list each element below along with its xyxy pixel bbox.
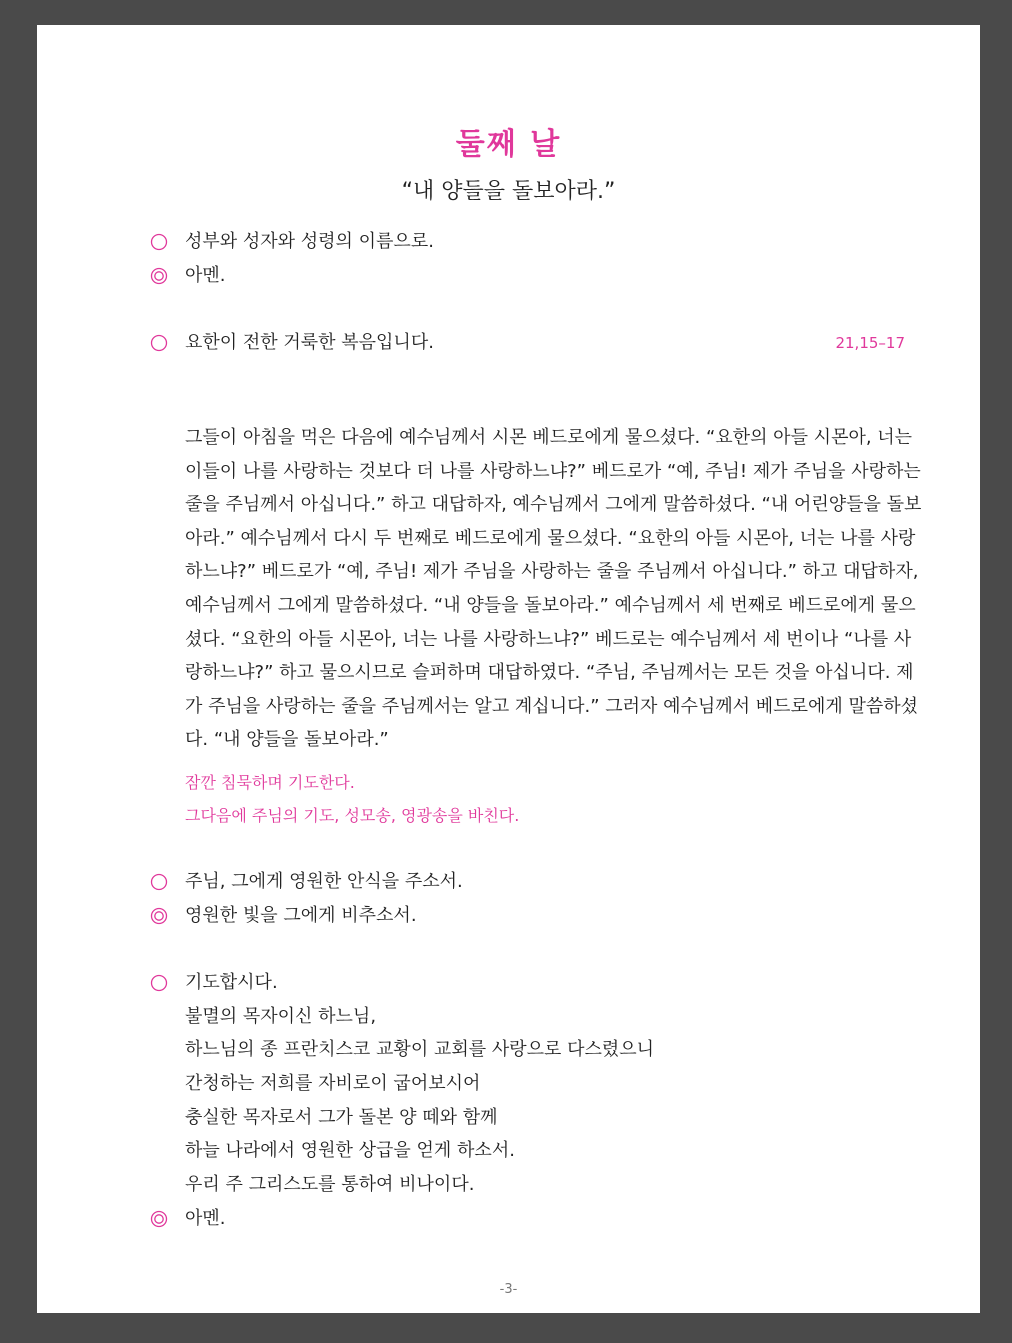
page-number: -3- (499, 1282, 518, 1297)
single-circle-icon (147, 971, 171, 995)
prayer-line: 우리 주 그리스도를 통하여 비나이다. (185, 1174, 475, 1195)
double-circle-icon (147, 1207, 171, 1231)
opening-response-text: 아멘. (185, 265, 226, 286)
gospel-line: 줄을 주님께서 아십니다.” 하고 대답하자, 예수님께서 그에게 말씀하셨다. “내 어린양들을 돌보 (185, 494, 922, 516)
gospel-line: 아라.” 예수님께서 다시 두 번째로 베드로에게 물으셨다. “요한의 아들 시몬아, 너는 나를 사랑 (185, 527, 916, 549)
rest-response-text: 영원한 빛을 그에게 비추소서. (185, 905, 417, 926)
single-circle-icon (147, 870, 171, 894)
document-page (37, 25, 980, 1313)
prayer-line: 불멸의 목자이신 하느님, (185, 1006, 377, 1027)
prayer-line: 하느님의 종 프란치스코 교황이 교회를 사랑으로 다스렸으니 (185, 1039, 655, 1060)
prayer-line: 하늘 나라에서 영원한 상급을 얻게 하소서. (185, 1140, 515, 1161)
gospel-line: 가 주님을 사랑하는 줄을 주님께서는 알고 계십니다.” 그러자 예수님께서 베드로에게 말씀하셨 (185, 695, 919, 717)
page-title: 둘째 날 (455, 127, 562, 162)
page-subtitle: “내 양들을 돌보아라.” (401, 179, 616, 204)
double-circle-icon (147, 904, 171, 928)
prayer-response-text: 아멘. (185, 1208, 226, 1229)
gospel-intro-text: 요한이 전한 거룩한 복음입니다. (185, 332, 434, 353)
prayer-line: 충실한 목자로서 그가 돌본 양 떼와 함께 (185, 1107, 498, 1128)
gospel-line: 이들이 나를 사랑하는 것보다 더 나를 사랑하느냐?” 베드로가 “예, 주님! 제가 주님을 사랑하는 (185, 460, 921, 482)
gospel-line: 그들이 아침을 먹은 다음에 예수님께서 시몬 베드로에게 물으셨다. “요한의 아들 시몬아, 너는 (185, 427, 913, 448)
single-circle-icon (147, 331, 171, 355)
rubric-after: 그다음에 주님의 기도, 성모송, 영광송을 바친다. (185, 806, 520, 825)
gospel-line: 하느냐?” 베드로가 “예, 주님! 제가 주님을 사랑하는 줄을 주님께서 아십니다.” 하고 대답하자, (185, 561, 919, 583)
gospel-line: 셨다. “요한의 아들 시몬아, 너는 나를 사랑하느냐?” 베드로는 예수님께서 세 번이나 “나를 사 (185, 628, 912, 650)
gospel-line: 예수님께서 그에게 말씀하셨다. “내 양들을 돌보아라.” 예수님께서 세 번째로 베드로에게 물으 (185, 594, 916, 616)
single-circle-icon (147, 230, 171, 254)
double-circle-icon (147, 264, 171, 288)
rubric-silence: 잠깐 침묵하며 기도한다. (185, 773, 355, 792)
prayer-line: 간청하는 저희를 자비로이 굽어보시어 (185, 1073, 481, 1094)
gospel-passage (185, 421, 945, 757)
opening-leader-text: 성부와 성자와 성령의 이름으로. (185, 231, 434, 252)
prayer-intro-text: 기도합시다. (185, 972, 278, 993)
rest-leader-text: 주님, 그에게 영원한 안식을 주소서. (185, 871, 463, 892)
gospel-line: 다. “내 양들을 돌보아라.” (185, 729, 389, 751)
gospel-line: 랑하느냐?” 하고 물으시므로 슬퍼하며 대답하였다. “주님, 주님께서는 모든 것을 아십니다. 제 (185, 662, 914, 684)
scripture-reference: 21,15–17 (835, 334, 905, 352)
